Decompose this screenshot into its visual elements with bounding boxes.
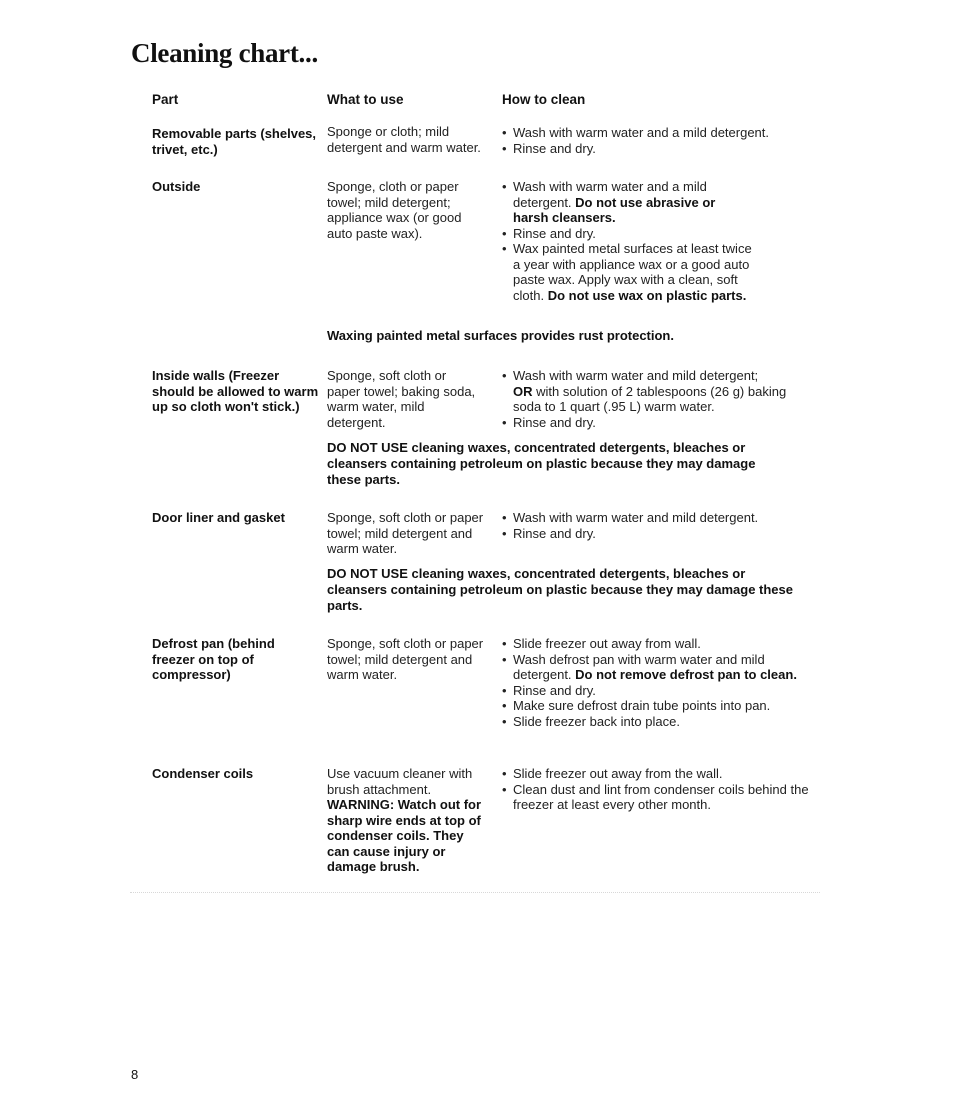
how-to-clean-list xyxy=(502,125,822,156)
part-name: Door liner and gasket xyxy=(152,510,285,525)
column-header-what-to-use: What to use xyxy=(327,92,404,107)
list-item-text: Wash defrost pan with warm water and mild detergent. xyxy=(513,651,765,682)
what-to-use xyxy=(327,766,482,875)
what-to-use-text: Use vacuum cleaner with brush attachment. xyxy=(327,766,473,797)
list-item-warning: Do not remove defrost pan to clean. xyxy=(575,667,797,682)
list-item: • Wash with warm water and mild detergent. xyxy=(502,510,822,526)
row-note: DO NOT USE cleaning waxes, concentrated detergents, bleaches or cleansers containing petroleum on plastic because they may damage these parts. xyxy=(327,566,793,613)
divider xyxy=(130,892,820,894)
part-name: Inside walls (Freezer should be allowed to warm up so cloth won't stick.) xyxy=(152,368,319,414)
list-item: • Slide freezer out away from wall. xyxy=(502,636,802,652)
list-item: • Wash with warm water and a mild detergent. xyxy=(502,125,822,141)
how-to-clean-list xyxy=(502,766,817,813)
list-item: • Slide freezer out away from the wall. xyxy=(502,766,817,782)
column-header-how-to-clean: How to clean xyxy=(502,92,586,107)
list-item: • Slide freezer back into place. xyxy=(502,714,802,730)
how-to-clean-list xyxy=(502,179,754,303)
list-item-text: Wax painted metal surfaces at least twice a year with appliance wax or a good auto paste wax. Apply wax with a clean, soft cloth. xyxy=(513,241,752,303)
what-to-use: Sponge, soft cloth or paper towel; baking soda, warm water, mild detergent. xyxy=(327,368,476,430)
list-item: • Rinse and dry. xyxy=(502,415,817,431)
list-item-warning: Do not use wax on plastic parts. xyxy=(547,287,747,303)
what-to-use: Sponge or cloth; mild detergent and warm water. xyxy=(327,124,481,155)
how-to-clean-list xyxy=(502,368,817,430)
page-number: 8 xyxy=(131,1067,139,1082)
list-item: • Make sure defrost drain tube points into pan. xyxy=(502,698,802,714)
list-item: • Rinse and dry. xyxy=(502,526,822,542)
how-to-clean-list xyxy=(502,636,802,729)
list-item: • Clean dust and lint from condenser coils behind the freezer at least every other month. xyxy=(502,782,817,813)
what-to-use: Sponge, soft cloth or paper towel; mild detergent and warm water. xyxy=(327,510,484,556)
list-item: • Rinse and dry. xyxy=(502,226,754,242)
row-note: DO NOT USE cleaning waxes, concentrated detergents, bleaches or cleansers containing petroleum on plastic because they may damage these parts. xyxy=(327,440,756,487)
list-item: • Wash with warm water and mild detergent; xyxy=(502,368,817,384)
part-name: Condenser coils xyxy=(152,766,254,781)
part-name: Defrost pan (behind freezer on top of compressor) xyxy=(152,636,275,682)
list-item: • Rinse and dry. xyxy=(502,683,802,699)
list-item-lead: OR xyxy=(513,383,533,399)
how-to-clean-list xyxy=(502,510,822,541)
warning-text: WARNING: Watch out for sharp wire ends at top of condenser coils. They can cause injury or damage brush. xyxy=(327,797,482,874)
list-item-text: with solution of 2 tablespoons (26 g) baking soda to 1 quart (.95 L) warm water. xyxy=(513,383,787,414)
list-item-continuation xyxy=(502,384,817,415)
part-name: Outside xyxy=(152,179,201,194)
what-to-use: Sponge, cloth or paper towel; mild detergent; appliance wax (or good auto paste wax). xyxy=(327,179,462,241)
what-to-use: Sponge, soft cloth or paper towel; mild detergent and warm water. xyxy=(327,636,484,682)
list-item-text: Wash with warm water and a mild detergent. xyxy=(513,179,707,210)
page-title: Cleaning chart... xyxy=(131,38,318,68)
part-name: Removable parts (shelves, trivet, etc.) xyxy=(152,126,317,157)
list-item xyxy=(502,241,754,303)
column-header-part: Part xyxy=(152,92,179,107)
list-item xyxy=(502,652,802,683)
row-note: Waxing painted metal surfaces provides rust protection. xyxy=(327,328,674,343)
list-item xyxy=(502,179,754,226)
list-item-warning: Do not use abrasive or harsh cleansers. xyxy=(513,194,716,225)
list-item: • Rinse and dry. xyxy=(502,141,822,157)
